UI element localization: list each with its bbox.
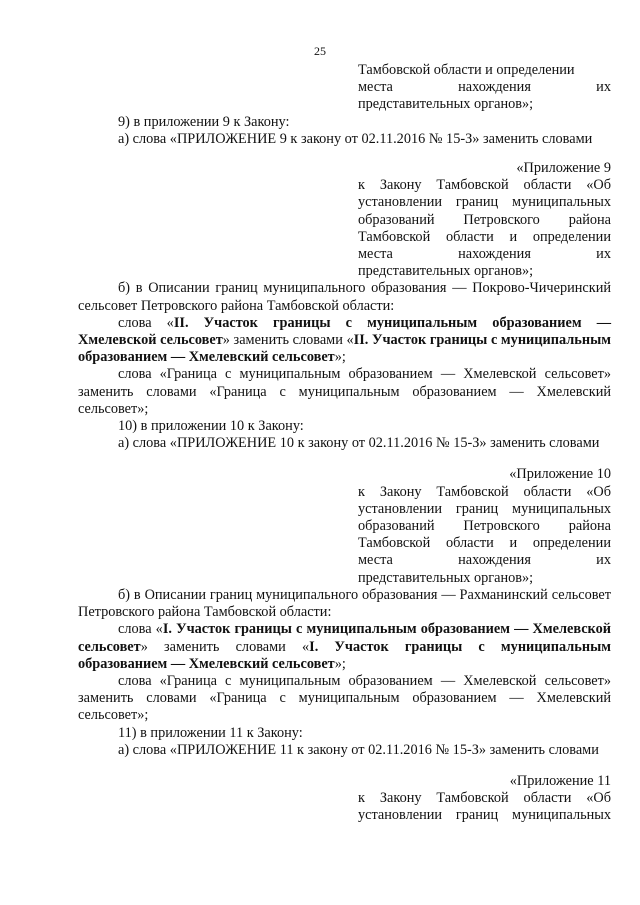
bold-run: II. Участок границы с муниципальным образованием — Хмелевской сельсовет [78, 314, 611, 349]
text-run: »; [334, 655, 346, 672]
block-line: «Приложение 11 [509, 772, 611, 789]
block-line: представительных органов»; [358, 569, 534, 586]
text-run: слова « [118, 314, 174, 331]
item10-words-bold-paragraph [78, 621, 611, 673]
item10-heading: 10) в приложении 10 к Закону: [118, 418, 304, 435]
block-line: места нахождения их [358, 246, 611, 263]
item11-a-paragraph: а) слова «ПРИЛОЖЕНИЕ 11 к закону от 02.11.2016 № 15-З» заменить словами [118, 741, 599, 758]
block-line: установлении границ муниципальных [358, 194, 611, 211]
block-line: «Приложение 9 [516, 160, 611, 177]
document-body [78, 62, 611, 825]
block-line: образований Петровского района [358, 211, 611, 228]
item9-words-paragraph: слова «Граница с муниципальным образованием — Хмелевской сельсовет» заменить словами «Граница с муниципальным образованием — Хмелевский сельсовет»; [78, 366, 611, 417]
bold-run: I. Участок границы с муниципальным образованием — Хмелевский сельсовет [78, 638, 611, 672]
item10-appendix-block [358, 466, 611, 586]
bold-run: II. Участок границы с муниципальным образованием — Хмелевский сельсовет [78, 332, 611, 366]
block-line: места нахождения их [358, 552, 611, 569]
text-run: »; [334, 349, 346, 366]
block-line: Тамбовской области и определении [358, 535, 611, 552]
item10-a-paragraph: а) слова «ПРИЛОЖЕНИЕ 10 к закону от 02.11.2016 № 15-З» заменить словами [118, 435, 600, 452]
block-line: к Закону Тамбовской области «Об [358, 483, 611, 500]
text-run: слова « [118, 621, 163, 638]
text-run: » заменить словами « [140, 638, 310, 655]
top-continuation-block [358, 62, 611, 114]
page-number: 25 [314, 44, 326, 58]
block-line: «Приложение 10 [509, 466, 611, 483]
item9-words-bold-paragraph [78, 315, 611, 367]
item9-heading: 9) в приложении 9 к Закону: [118, 113, 290, 130]
item9-appendix-block [358, 160, 611, 280]
block-line: установлении границ муниципальных [358, 500, 611, 517]
block-line: к Закону Тамбовской области «Об [358, 177, 611, 194]
item10-b-paragraph: б) в Описании границ муниципального образования — Рахманинский сельсовет Петровского района Тамбовской области: [78, 586, 611, 621]
item11-heading: 11) в приложении 11 к Закону: [118, 724, 303, 741]
block-line: установлении границ муниципальных [358, 807, 611, 824]
item9-a-paragraph: а) слова «ПРИЛОЖЕНИЕ 9 к закону от 02.11.2016 № 15-З» заменить словами [118, 130, 593, 147]
block-line: места нахождения их [358, 79, 611, 96]
item9-b-paragraph: б) в Описании границ муниципального образования — Покрово-Чичеринский сельсовет Петровского района Тамбовской области: [78, 280, 611, 314]
item11-appendix-block [358, 773, 611, 825]
block-line: образований Петровского района [358, 518, 611, 535]
text-run: » заменить словами « [222, 332, 354, 349]
item10-words-paragraph: слова «Граница с муниципальным образованием — Хмелевской сельсовет» заменить словами «Граница с муниципальным образованием — Хмелевский сельсовет»; [78, 672, 611, 724]
block-line: представительных органов»; [358, 96, 534, 113]
block-line: Тамбовской области и определении [358, 228, 611, 245]
block-line: Тамбовской области и определении [358, 62, 575, 78]
bold-run: I. Участок границы с муниципальным образованием — Хмелевской сельсовет [78, 621, 611, 655]
block-line: к Закону Тамбовской области «Об [358, 790, 611, 807]
block-line: представительных органов»; [358, 263, 534, 280]
